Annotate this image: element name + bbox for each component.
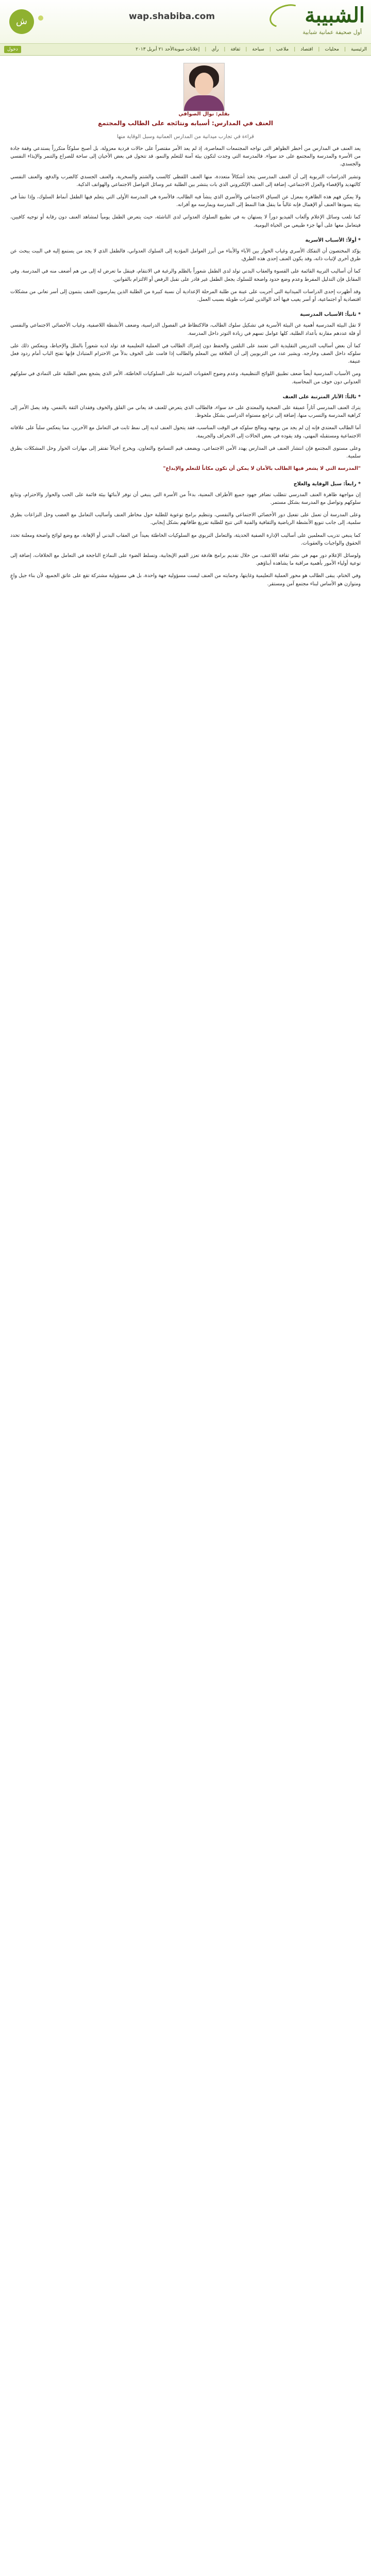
nav-separator: | bbox=[294, 47, 296, 52]
header-dot-icon bbox=[38, 15, 43, 21]
article-paragraph: إن مواجهة ظاهرة العنف المدرسي تتطلب تضافر جهود جميع الأطراف المعنية، بدءاً من الأسرة التي ينبغي أن توفر لأبنائها بيئة قائمة على الحب والحوار والاحترام، وتتابع سلوكهم وتواصل مع المدرسة بشكل مستمر. bbox=[10, 492, 361, 505]
article-title: العنف في المدارس: أسبابه ونتائجه على الطالب والمجتمع bbox=[98, 120, 273, 127]
nav-link-economy[interactable]: اقتصاد bbox=[300, 47, 313, 52]
photo-shoulders bbox=[184, 95, 224, 111]
logo-tagline: أول صحيفة عمانية شبابية bbox=[302, 29, 362, 36]
article-paragraph: يعد العنف في المدارس من أخطر الظواهر التي تواجه المجتمعات المعاصرة، إذ لم يعد الأمر مقتصراً على حالات فردية معزولة، بل أصبح سلوكاً متكرراً يستدعي وقفة جادة من الأسرة والمدرسة والمجتمع على حد سواء. فالمدرسة التي وجدت لتكون بيئة آمنة للتعلم والنمو، قد تتحول في بعض الأحيان إلى ساحة للصراع والتنمر والإيذاء النفسي والجسدي. bbox=[10, 146, 361, 167]
nav-bar bbox=[0, 44, 371, 56]
article-paragraph: كما تلعب وسائل الإعلام وألعاب الفيديو دوراً لا يستهان به في تطبيع السلوك العدواني لدى الناشئة، حيث يتعرض الطفل يومياً لمشاهد العنف دون رقابة أو توجيه كافيين، فيتعامل معها على أنها جزء طبيعي من الحياة اليومية. bbox=[10, 214, 361, 228]
article-paragraph: ولوسائل الإعلام دور مهم في نشر ثقافة اللاعنف، من خلال تقديم برامج هادفة تعزز القيم الإيجابية، وتسلط الضوء على النماذج الناجحة في التعامل مع الخلافات، إضافة إلى توعية أولياء الأمور بأهمية مراقبة ما يشاهده أبناؤهم. bbox=[10, 552, 361, 567]
article-paragraph: ولا يمكن فهم هذه الظاهرة بمعزل عن السياق الاجتماعي والأسري الذي ينشأ فيه الطالب، فالأسرة هي المدرسة الأولى التي يتعلم فيها الطفل أنماط السلوك، وإذا نشأ في بيئة يسودها العنف أو الإهمال فإنه غالباً ما ينقل هذا النمط إلى المدرسة ويمارسه مع أقرانه. bbox=[10, 194, 361, 208]
section-heading: * أولاً: الأسباب الأسرية bbox=[305, 237, 361, 243]
section-heading: * ثانياً: الأسباب المدرسية bbox=[300, 312, 361, 318]
nav-separator: | bbox=[318, 47, 320, 52]
article-paragraph: وفي الختام، يبقى الطالب هو محور العملية التعليمية وغايتها، وحمايته من العنف ليست مسؤولية جهة واحدة، بل هي مسؤولية مشتركة تقع على عاتق الجميع، لأن بناء جيل واعٍ ومتوازن هو الأساس لبناء مجتمع آمن ومستقر. bbox=[10, 573, 361, 587]
author-photo bbox=[183, 63, 225, 111]
nav-link-classifieds[interactable]: إعلانات مبوبة bbox=[174, 47, 200, 52]
nav-separator: | bbox=[205, 47, 207, 52]
nav-link-culture[interactable]: ثقافة bbox=[230, 47, 241, 52]
nav-link-opinion[interactable]: رأي bbox=[211, 47, 219, 52]
article-paragraph: يؤكد المختصون أن التفكك الأسري وغياب الحوار بين الآباء والأبناء من أبرز العوامل المؤدية إلى السلوك العدواني، فالطفل الذي لا يجد من يستمع إليه في البيت يبحث عن طرق أخرى لإثبات ذاته، وقد يكون العنف إحدى هذه الطرق. bbox=[10, 248, 361, 262]
nav-separator: | bbox=[344, 47, 346, 52]
article-paragraph: وقد أظهرت إحدى الدراسات الميدانية التي أجريت على عينة من طلبة المرحلة الإعدادية أن نسبة كبيرة من الطلبة الذين يمارسون العنف ينتمون إلى أسر تعاني من مشكلات اقتصادية أو اجتماعية، أو أسر يغيب فيها أحد الوالدين لفترات طويلة بسبب العمل. bbox=[10, 289, 361, 303]
article-paragraph: أما الطالب المعتدي فإنه إن لم يجد من يوجهه ويعالج سلوكه في الوقت المناسب، فقد يتحول العنف لديه إلى نمط ثابت في التعامل مع الآخرين، مما ينعكس سلباً على علاقاته الاجتماعية ومستقبله المهني، وقد يقوده في بعض الحالات إلى الانحراف والجريمة. bbox=[10, 425, 361, 439]
article-paragraph: وعلى المدرسة أن تعمل على تفعيل دور الأخصائي الاجتماعي والنفسي، وتنظيم برامج توعوية للطلبة حول مخاطر العنف وأساليب التعامل مع الغضب وحل النزاعات بطرق سلمية، إلى جانب تنويع الأنشطة الرياضية والثقافية والفنية التي تتيح للطلبة تفريغ طاقاتهم بشكل إيجابي. bbox=[10, 512, 361, 526]
site-logo[interactable] bbox=[257, 3, 365, 40]
nav-link-local[interactable]: محليات bbox=[325, 47, 339, 52]
site-url[interactable]: wap.shabiba.com bbox=[129, 11, 215, 22]
nav-link-home[interactable]: الرئيسية bbox=[351, 47, 367, 52]
section-heading: * رابعاً: سبل الوقاية والعلاج bbox=[293, 481, 361, 487]
article-paragraph: ومن الأسباب المدرسية أيضاً ضعف تطبيق اللوائح التنظيمية، وعدم وضوح العقوبات المترتبة على السلوكيات الخاطئة، الأمر الذي يشجع بعض الطلبة على التمادي في سلوكهم العدواني دون خوف من المحاسبة. bbox=[10, 371, 361, 385]
site-badge-icon: ش bbox=[9, 9, 34, 34]
article-paragraph: وتشير الدراسات التربوية إلى أن العنف المدرسي يتخذ أشكالاً متعددة، منها العنف اللفظي كالسب والشتم والسخرية، والعنف الجسدي كالضرب والدفع، والعنف النفسي كالتهديد والإقصاء والعزل الاجتماعي، إضافة إلى العنف الإلكتروني الذي بات ينتشر بين الطلبة عبر وسائل التواصل الاجتماعي والهواتف الذكية. bbox=[10, 174, 361, 188]
photo-face bbox=[195, 73, 213, 95]
article-header bbox=[7, 60, 364, 132]
article-subtitle: قراءة في تجارب ميدانية من المدارس العمانية وسبل الوقاية منها bbox=[117, 134, 254, 140]
nav-link-tourism[interactable]: سياحة bbox=[252, 47, 264, 52]
nav-links bbox=[174, 47, 367, 52]
article-paragraph: كما ينبغي تدريب المعلمين على أساليب الإدارة الصفية الحديثة، والتعامل التربوي مع السلوكيات الخاطئة بعيداً عن العقاب البدني أو الإهانة، مع وضع لوائح واضحة ومعلنة تحدد الحقوق والواجبات والعقوبات. bbox=[10, 532, 361, 546]
article-body bbox=[10, 145, 361, 588]
article-paragraph: كما أن بعض أساليب التدريس التقليدية التي تعتمد على التلقين والحفظ دون إشراك الطالب في العملية التعليمية قد تولد لديه شعوراً بالملل والإحباط، وينعكس ذلك على سلوكه داخل الصف وخارجه. ويشير عدد من التربويين إلى أن العلاقة بين المعلم والطالب إذا قامت على الخوف بدلاً من الاحترام المتبادل فإنها تفتح الباب أمام ردود فعل عنيفة. bbox=[10, 343, 361, 365]
pull-quote: "المدرسة التي لا يشعر فيها الطالب بالأمان لا يمكن أن تكون مكاناً للتعلم والإبداع" bbox=[163, 466, 361, 472]
nav-separator: | bbox=[269, 47, 271, 52]
login-button[interactable]: دخول bbox=[4, 46, 21, 53]
logo-text: الشبيبة bbox=[305, 3, 365, 27]
nav-link-sports[interactable]: ملاعب bbox=[276, 47, 289, 52]
logo-swoosh-icon bbox=[266, 0, 306, 32]
article-paragraph: يترك العنف المدرسي آثاراً عميقة على الضحية والمعتدي على حد سواء، فالطالب الذي يتعرض للعنف قد يعاني من القلق والخوف وفقدان الثقة بالنفس، وقد يصل الأمر إلى كراهية المدرسة والتسرب منها، إضافة إلى تراجع مستواه الدراسي بشكل ملحوظ. bbox=[10, 405, 361, 419]
site-header bbox=[0, 0, 371, 44]
author-name: بقلم: نوال الصوافي bbox=[178, 111, 230, 117]
nav-date: الأحد ٢١ أبريل ٢٠١٣ bbox=[136, 47, 175, 52]
article-paragraph: كما أن أساليب التربية القائمة على القسوة والعقاب البدني تولد لدى الطفل شعوراً بالظلم والرغبة في الانتقام، فينقل ما تعرض له إلى من هم أضعف منه في المدرسة. وفي المقابل فإن التدليل المفرط وعدم وضع حدود واضحة للسلوك يجعل الطفل غير قادر على تقبل الرفض أو الالتزام بالقوانين. bbox=[10, 268, 361, 282]
article-paragraph: وعلى مستوى المجتمع فإن انتشار العنف في المدارس يهدد الأمن الاجتماعي، ويضعف قيم التسامح والتعاون، ويخرج أجيالاً تفتقر إلى مهارات الحوار وحل المشكلات بطرق سلمية. bbox=[10, 445, 361, 460]
section-heading: * ثالثاً: الآثار المترتبة على العنف bbox=[282, 394, 361, 400]
nav-separator: | bbox=[245, 47, 247, 52]
article-paragraph: لا تقل البيئة المدرسية أهمية عن البيئة الأسرية في تشكيل سلوك الطالب، فالاكتظاظ في الفصول الدراسية، وضعف الأنشطة اللاصفية، وغياب الأخصائي الاجتماعي والنفسي أو قلة عددهم مقارنة بأعداد الطلبة، كلها عوامل تسهم في زيادة التوتر داخل المدرسة. bbox=[10, 323, 361, 336]
nav-separator: | bbox=[224, 47, 226, 52]
